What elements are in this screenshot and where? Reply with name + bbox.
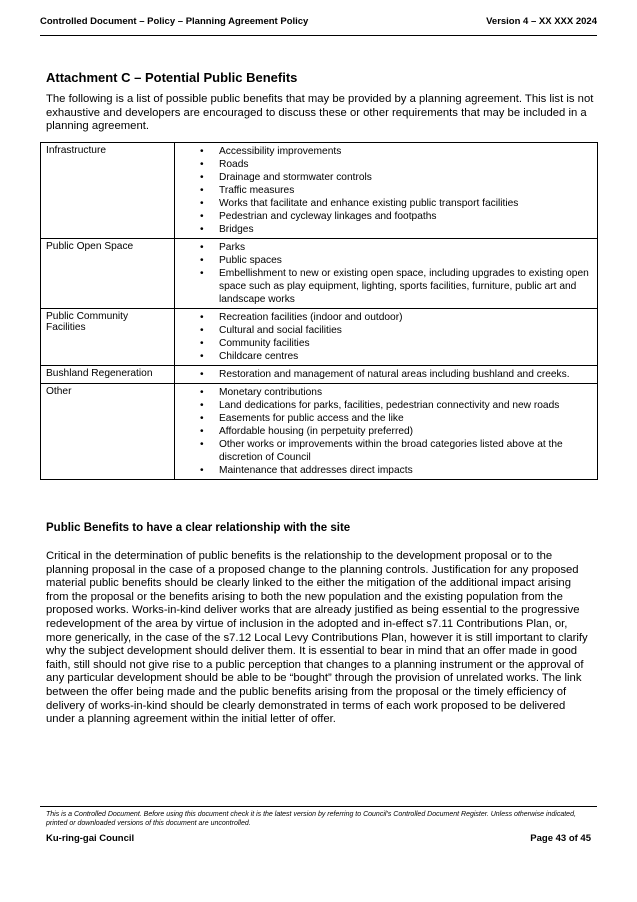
list-item: • Cultural and social facilities <box>219 324 592 337</box>
footer-page-number: Page 43 of 45 <box>530 833 591 844</box>
list-item: • Affordable housing (in perpetuity preferred) <box>219 425 592 438</box>
list-item: • Community facilities <box>219 337 592 350</box>
header-rule <box>40 35 597 36</box>
list-item: • Other works or improvements within the broad categories listed above at the discretion of Council <box>219 438 592 464</box>
benefit-list <box>180 386 592 477</box>
list-item: • Childcare centres <box>219 350 592 363</box>
benefit-category: Public Community Facilities <box>41 309 175 366</box>
benefit-category: Infrastructure <box>41 143 175 239</box>
table-row <box>41 309 598 366</box>
list-item: • Public spaces <box>219 254 592 267</box>
list-item: • Bridges <box>219 223 592 236</box>
benefit-category: Public Open Space <box>41 239 175 309</box>
table-row <box>41 143 598 239</box>
intro-paragraph: The following is a list of possible public benefits that may be provided by a planning agreement. This list is not exhaustive and developers are encouraged to discuss these or other requirements that may be included in a planning agreement. <box>46 93 594 132</box>
list-item: • Recreation facilities (indoor and outdoor) <box>219 311 592 324</box>
benefit-items <box>175 239 598 309</box>
footer-note: This is a Controlled Document. Before using this document check it is the latest version by referring to Council’s Controlled Document Register. Unless otherwise indicated, printed or downloaded versions of this document are uncontrolled. <box>46 811 576 827</box>
table-row <box>41 384 598 480</box>
page-header <box>40 16 597 36</box>
list-item: • Accessibility improvements <box>219 145 592 158</box>
attachment-title: Attachment C – Potential Public Benefits <box>46 70 298 85</box>
list-item: • Land dedications for parks, facilities, pedestrian connectivity and new roads <box>219 399 592 412</box>
list-item: • Maintenance that addresses direct impacts <box>219 464 592 477</box>
list-item: • Traffic measures <box>219 184 592 197</box>
public-benefits-table <box>40 142 598 480</box>
list-item: • Monetary contributions <box>219 386 592 399</box>
list-item: • Easements for public access and the like <box>219 412 592 425</box>
benefit-list <box>180 311 592 363</box>
list-item: • Roads <box>219 158 592 171</box>
section-heading: Public Benefits to have a clear relationship with the site <box>46 522 351 534</box>
section-body: Critical in the determination of public benefits is the relationship to the development proposal or to the planning proposal in the case of a proposed change to the planning controls. Justification for any proposed material public benefits should be clearly linked to the either the mitigation of the additional impact arising from the proposal or the benefits arising to both the new population and the existing population from the proposed works. Works-in-kind deliver works that are already justified as being essential to the progressive redevelopment of the area by virtue of inclusion in the adopted and in-effect s7.11 Contributions Plan, or, more generically, in the case of the s7.12 Local Levy Contributions Plan, however it is still important to clarify why the subject development should deliver them. It is essential to bear in mind that an offer made in good faith, still should not give rise to a public perception that changes to a planning instrument or the approval of any particular development should be able to be “bought” through the provision of unrelated works. The link between the offer being made and the public benefits arising from the proposal or the timely efficiency of delivery of works-in-kind should be clearly demonstrated in terms of each work proposed to be delivered under a planning agreement within the initial letter of offer. <box>46 550 588 726</box>
benefit-list <box>180 368 592 381</box>
benefit-items <box>175 366 598 384</box>
list-item: • Embellishment to new or existing open space, including upgrades to existing open space such as play equipment, lighting, sports facilities, furniture, public art and landscape works <box>219 267 592 306</box>
footer-organisation: Ku-ring-gai Council <box>46 833 135 844</box>
header-version: Version 4 – XX XXX 2024 <box>486 16 597 27</box>
benefit-category: Bushland Regeneration <box>41 366 175 384</box>
list-item: • Parks <box>219 241 592 254</box>
benefit-list <box>180 241 592 306</box>
list-item: • Restoration and management of natural areas including bushland and creeks. <box>219 368 592 381</box>
table-row <box>41 366 598 384</box>
footer-rule <box>40 806 597 807</box>
benefit-category: Other <box>41 384 175 480</box>
list-item: • Drainage and stormwater controls <box>219 171 592 184</box>
benefit-items <box>175 309 598 366</box>
benefit-items <box>175 384 598 480</box>
benefit-list <box>180 145 592 236</box>
table-row <box>41 239 598 309</box>
header-document-title: Controlled Document – Policy – Planning Agreement Policy <box>40 16 309 27</box>
list-item: • Works that facilitate and enhance existing public transport facilities <box>219 197 592 210</box>
page-footer <box>46 833 591 844</box>
benefit-items <box>175 143 598 239</box>
list-item: • Pedestrian and cycleway linkages and footpaths <box>219 210 592 223</box>
